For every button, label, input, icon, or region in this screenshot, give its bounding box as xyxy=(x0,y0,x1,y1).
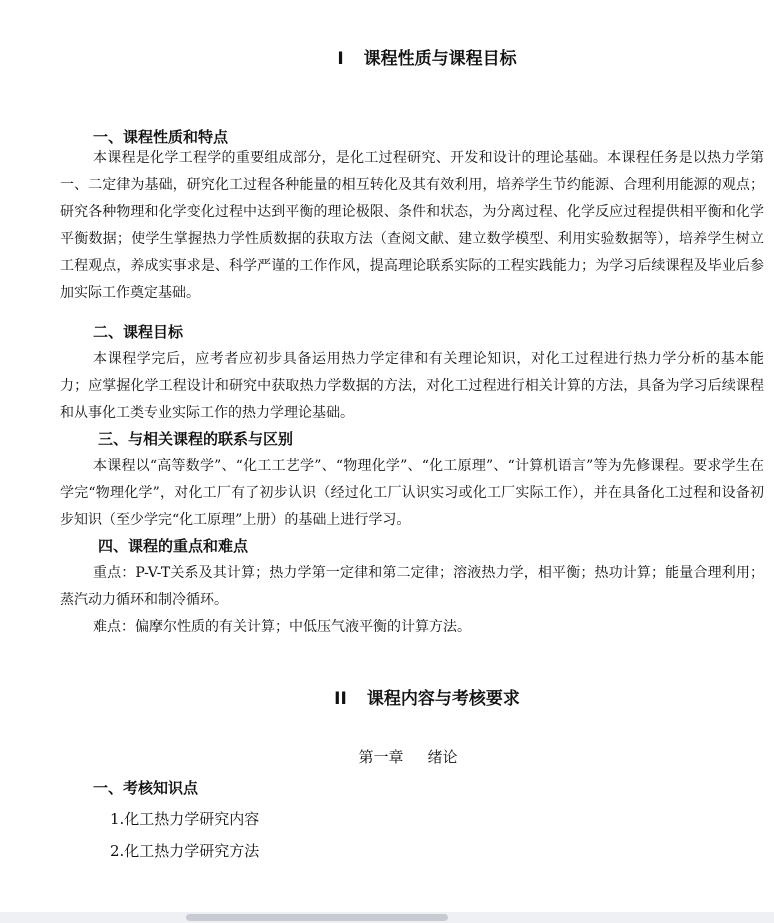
chapter-1-name: 绪论 xyxy=(427,748,458,766)
chapter-1-item-1: 1.化工热力学研究内容 xyxy=(110,810,260,828)
section-2-heading: 二、课程目标 xyxy=(93,323,184,341)
part-1-title xyxy=(0,48,774,70)
section-3-heading: 三、与相关课程的联系与区别 xyxy=(98,430,294,448)
part-2-title xyxy=(0,688,774,710)
section-1-paragraph: 本课程是化学工程学的重要组成部分，是化工过程研究、开发和设计的理论基础。本课程任务是以热力学第一、二定律为基础，研究化工过程各种能量的相互转化及其有效利用，培养学生节约能源、合理利用能源的观点；研究各种物理和化学变化过程中达到平衡的理论极限、条件和状态，为分离过程、化学反应过程提供相平衡和化学平衡数据；使学生掌握热力学性质数据的获取方法（查阅文献、建立数学模型、利用实验数据等），培养学生树立工程观点，养成实事求是、科学严谨的工作作风，提高理论联系实际的工程实践能力；为学习后续课程及毕业后参加实际工作奠定基础。 xyxy=(60,150,764,301)
chapter-1-heading: 一、考核知识点 xyxy=(93,779,199,797)
section-1-heading: 一、课程性质和特点 xyxy=(93,128,229,146)
section-2-paragraph: 本课程学完后，应考者应初步具备运用热力学定律和有关理论知识，对化工过程进行热力学分析的基本能力；应掌握化学工程设计和研究中获取热力学数据的方法，对化工过程进行相关计算的方法，具备为学习后续课程和从事化工类专业实际工作的热力学理论基础。 xyxy=(60,351,764,421)
part-1-title-text: 课程性质与课程目标 xyxy=(363,49,517,69)
chapter-1-number: 第一章 xyxy=(358,748,404,766)
section-4-heading: 四、课程的重点和难点 xyxy=(98,537,249,555)
chapter-1-item-2: 2.化工热力学研究方法 xyxy=(110,842,260,860)
section-4-difficult-points: 难点：偏摩尔性质的有关计算；中低压气液平衡的计算方法。 xyxy=(93,619,471,635)
part-2-title-text: 课程内容与考核要求 xyxy=(366,689,520,709)
horizontal-scrollbar-thumb[interactable] xyxy=(186,914,448,921)
part-2-numeral: II xyxy=(334,689,347,709)
section-4-key-points: 重点：P-V-T关系及其计算；热力学第一定律和第二定律；溶液热力学，相平衡；热功计算；能量合理利用；蒸汽动力循环和制冷循环。 xyxy=(60,565,764,608)
chapter-1-title xyxy=(0,747,774,767)
part-1-numeral: I xyxy=(337,49,344,69)
section-3-paragraph: 本课程以“高等数学”、“化工工艺学”、“物理化学”、“化工原理”、“计算机语言”等为先修课程。要求学生在学完“物理化学”，对化工厂有了初步认识（经过化工厂认识实习或化工厂实际工作），并在具备化工过程和设备初步知识（至少学完“化工原理”上册）的基础上进行学习。 xyxy=(60,458,764,528)
